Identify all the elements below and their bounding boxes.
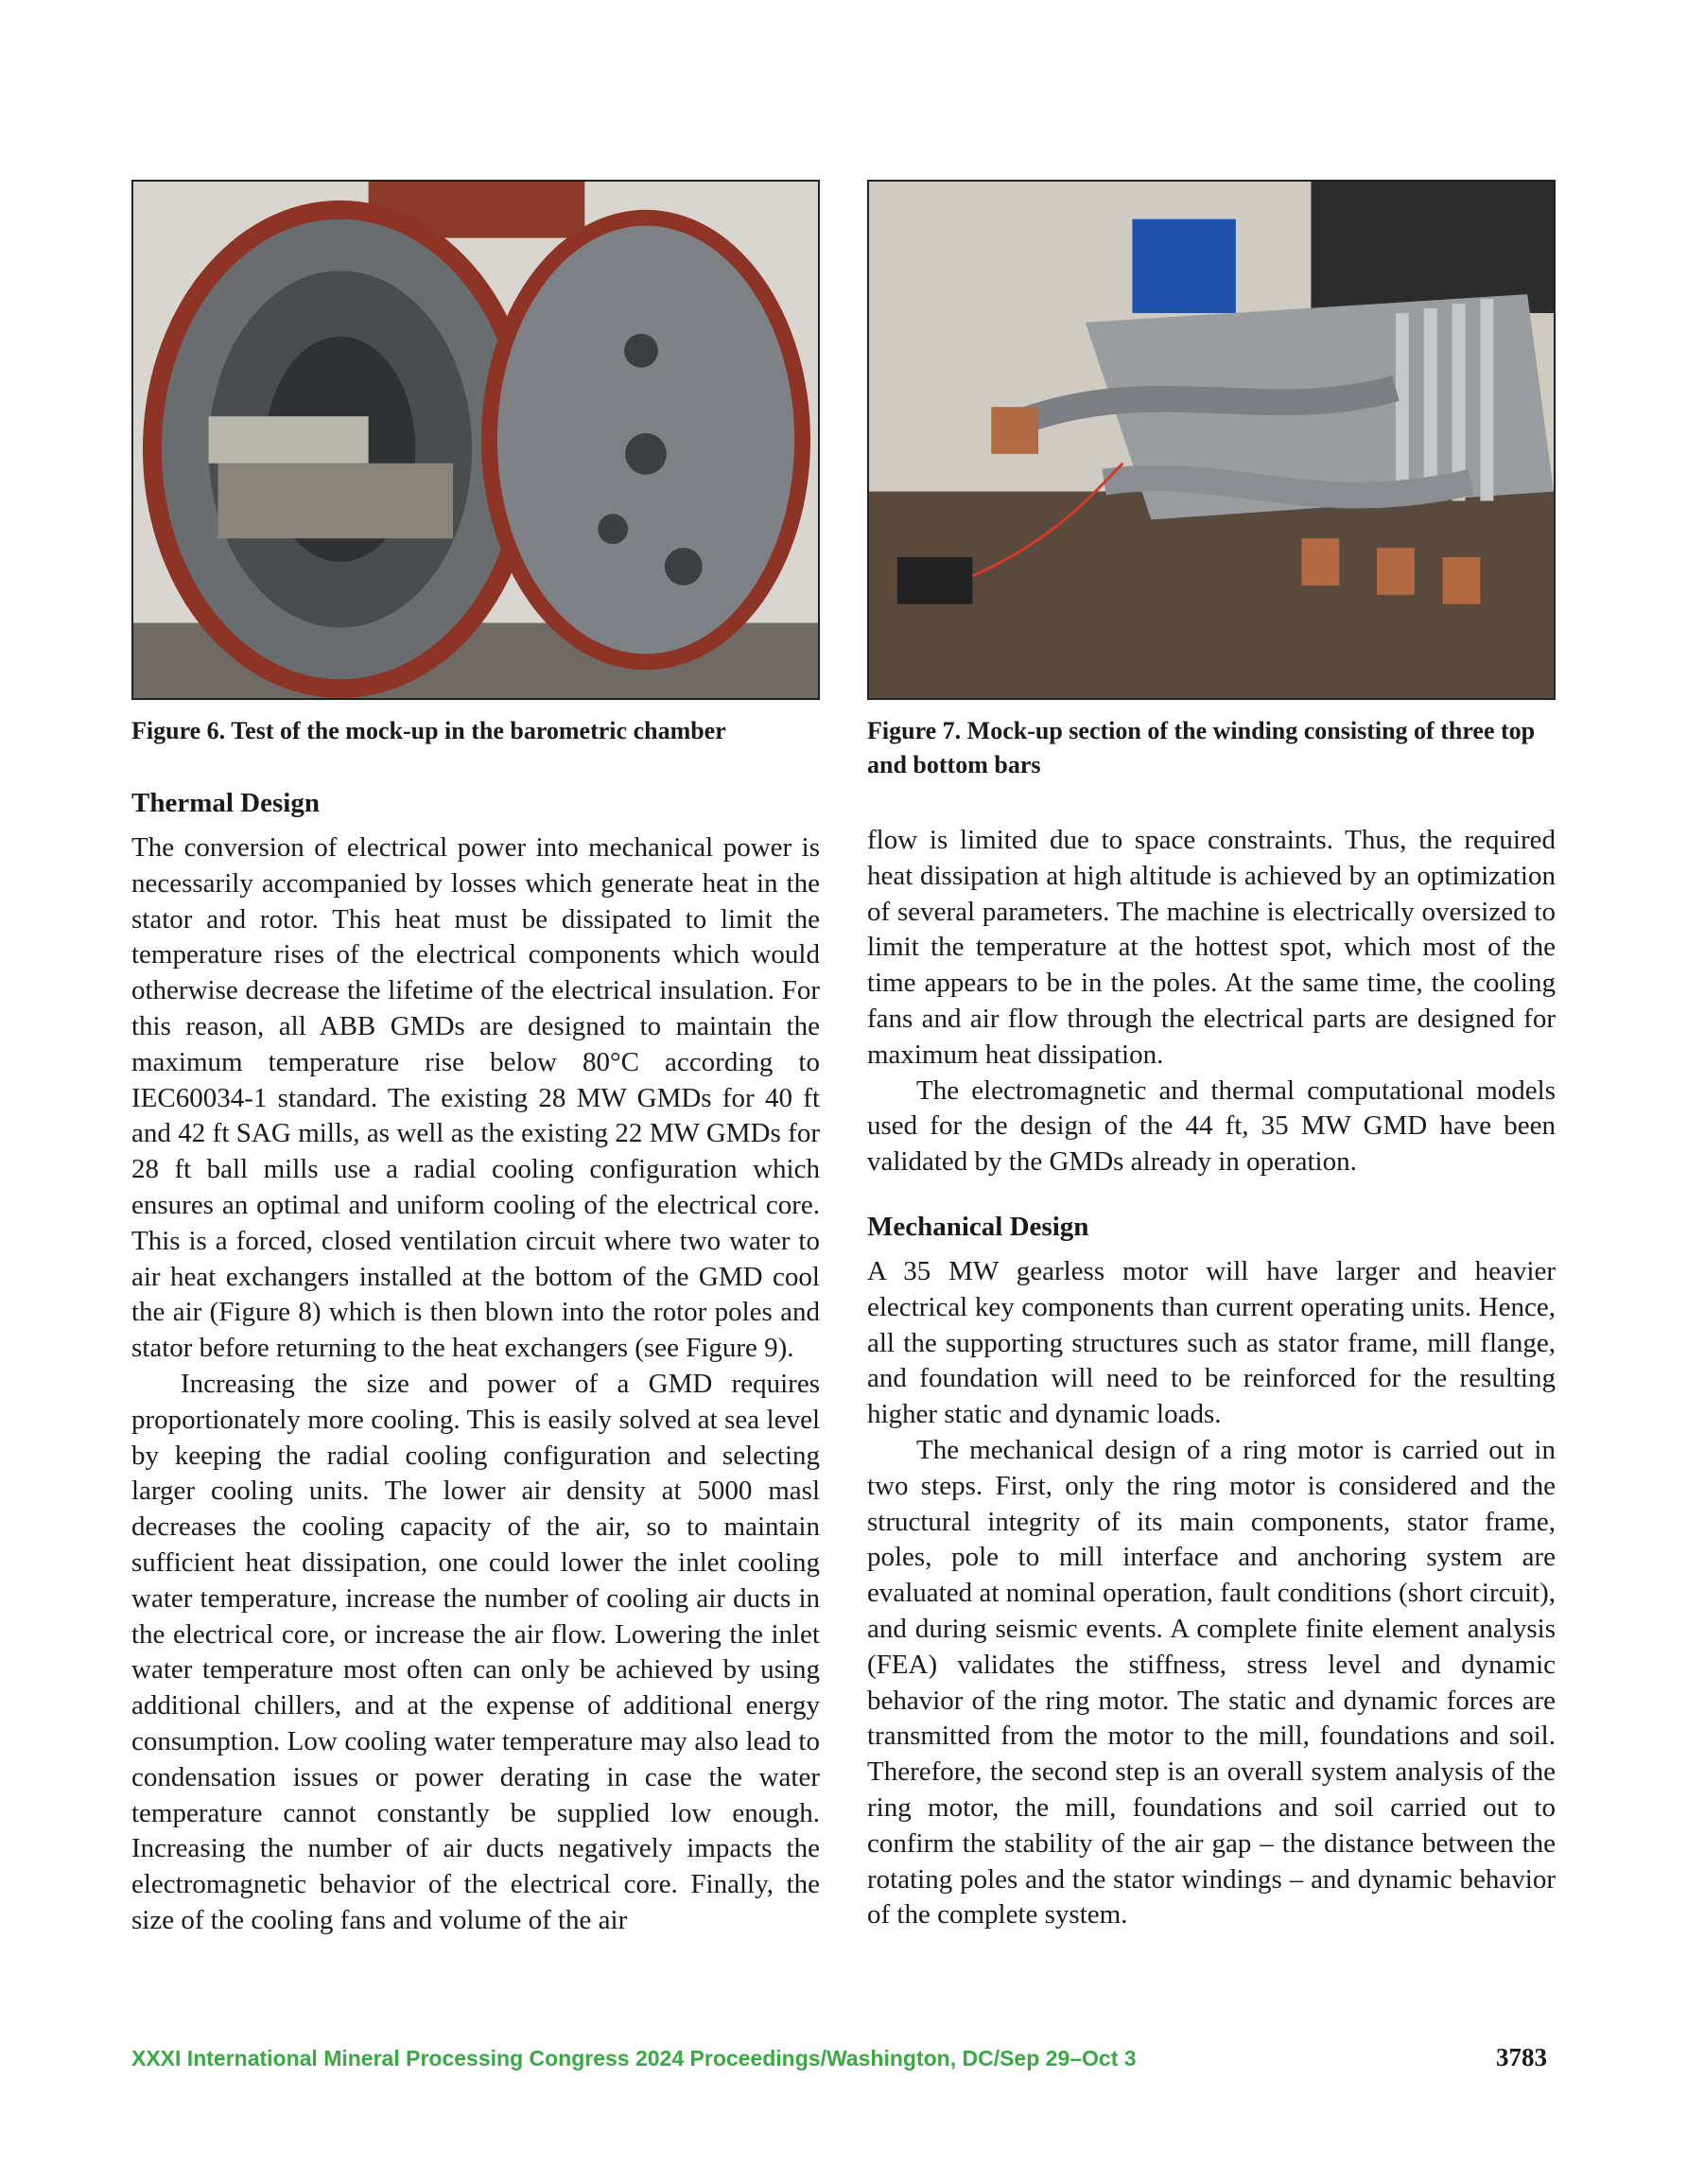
thermal-design-paragraph-2: Increasing the size and power of a GMD requires proportionately more cooling. This is easily solved at sea level by keeping the radial cooling configuration and selecting larger cooling units. The lower air density at 5000 masl decreases the cooling capacity of the air, so to maintain sufficient heat dissipation, one could lower the inlet cooling water temperature, increase the number of cooling air ducts in the electrical core, or increase the air flow. Lowering the inlet water temperature most often can only be achieved by using additional chillers, and at the expense of additional energy consumption. Low cooling water temperature may also lead to condensation issues or power derating in case the water temperature cannot constantly be supplied low enough. Increasing the number of air ducts negatively impacts the electromagnetic behavior of the electrical core. Finally, the size of the cooling fans and volume of the air — [131, 1368, 820, 1935]
thermal-design-heading: Thermal Design — [131, 788, 320, 818]
winding-mockup-illustration — [869, 182, 1554, 698]
mechanical-design-paragraph-2: The mechanical design of a ring motor is carried out in two steps. First, only the ring motor is considered and the structural integrity of its main components, stator frame, poles, pole to mill interface and anchoring system are evaluated at nominal operation, fault conditions (short circuit), and during seismic events. A complete finite element analysis (FEA) validates the stiffness, stress level and dynamic behavior of the ring motor. The static and dynamic forces are transmitted from the motor to the mill, foundations and soil. Therefore, the second step is an overall system analysis of the ring motor, the mill, foundations and soil carried out to confirm the stability of the air gap – the distance between the rotating poles and the stator windings – and dynamic behavior of the complete system. — [867, 1434, 1556, 1931]
mechanical-design-heading: Mechanical Design — [867, 1211, 1089, 1242]
figure-6-photo — [131, 180, 820, 700]
barometric-chamber-illustration — [133, 182, 818, 698]
page-footer: XXXI International Mineral Processing Congress 2024 Proceedings/Washington, DC/Sep 29–Oct 3 — [131, 2046, 1137, 2070]
thermal-design-paragraph-3: flow is limited due to space constraints. Thus, the required heat dissipation at high altitude is achieved by an optimization of several parameters. The machine is electrically oversized to limit the temperature at the hottest spot, which most of the time appears to be in the poles. At the same time, the cooling fans and air flow through the electrical parts are designed for maximum heat dissipation. — [867, 825, 1556, 1070]
mechanical-design-paragraph-1: A 35 MW gearless motor will have larger and heavier electrical key components than current operating units. Hence, all the supporting structures such as stator frame, mill flange, and foundation will need to be reinforced for the resulting higher static and dynamic loads. — [867, 1255, 1556, 1430]
page-number: 3783 — [1496, 2043, 1547, 2071]
left-column — [131, 785, 820, 1939]
figure-6-caption: Figure 6. Test of the mock-up in the barometric chamber — [131, 717, 726, 744]
figure-7-caption: Figure 7. Mock-up section of the winding consisting of three top and bottom bars — [867, 717, 1536, 778]
figure-7-photo — [867, 180, 1556, 700]
thermal-design-paragraph-1: The conversion of electrical power into mechanical power is necessarily accompanied by losses which generate heat in the stator and rotor. This heat must be dissipated to limit the temperature rises of the electrical components which would otherwise decrease the lifetime of the electrical insulation. For this reason, all ABB GMDs are designed to maintain the maximum temperature rise below 80°C according to IEC60034-1 standard. The existing 28 MW GMDs for 40 ft and 42 ft SAG mills, as well as the existing 22 MW GMDs for 28 ft ball mills use a radial cooling configuration which ensures an optimal and uniform cooling of the electrical core. This is a forced, closed ventilation circuit where two water to air heat exchangers installed at the bottom of the GMD cool the air (Figure 8) which is then blown into the rotor poles and stator before returning to the heat exchangers (see Figure 9). — [131, 832, 820, 1364]
thermal-design-paragraph-4: The electromagnetic and thermal computational models used for the design of the 44 ft, 35 MW GMD have been validated by the GMDs already in operation. — [867, 1075, 1556, 1178]
right-column — [867, 823, 1556, 1933]
